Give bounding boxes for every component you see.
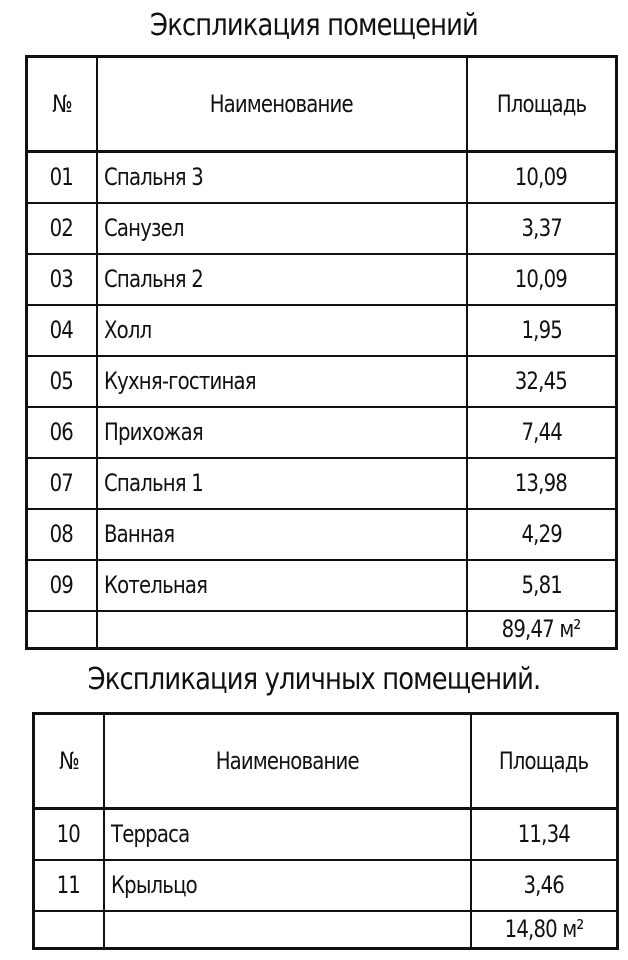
total-empty-num (34, 911, 104, 949)
header-area: Площадь (467, 57, 617, 152)
row-num: 09 (27, 560, 97, 611)
row-area: 10,09 (467, 254, 617, 305)
row-name: Холл (97, 305, 467, 356)
row-num: 02 (27, 203, 97, 254)
row-num: 03 (27, 254, 97, 305)
row-area: 3,46 (471, 860, 618, 911)
table-row (27, 254, 617, 305)
row-area: 1,95 (467, 305, 617, 356)
total-area: 14,80 м² (471, 911, 618, 949)
row-name: Терраса (104, 809, 471, 860)
row-area: 7,44 (467, 407, 617, 458)
table-row (27, 458, 617, 509)
row-area: 3,37 (467, 203, 617, 254)
table-row (27, 560, 617, 611)
row-area: 13,98 (467, 458, 617, 509)
table-row (27, 203, 617, 254)
row-num: 07 (27, 458, 97, 509)
outdoor-table-title: Экспликация уличных помещений. (87, 662, 541, 697)
total-row (34, 911, 618, 949)
row-name: Санузел (97, 203, 467, 254)
header-name: Наименование (97, 57, 467, 152)
table-row (27, 356, 617, 407)
table-row (34, 860, 618, 911)
header-num: № (27, 57, 97, 152)
table-row (27, 407, 617, 458)
row-num: 05 (27, 356, 97, 407)
row-name: Спальня 1 (97, 458, 467, 509)
row-name: Спальня 2 (97, 254, 467, 305)
row-num: 04 (27, 305, 97, 356)
rooms-table-title: Экспликация помещений (150, 8, 478, 43)
total-empty-name (97, 611, 467, 649)
outdoor-rooms-table (32, 712, 619, 950)
row-num: 06 (27, 407, 97, 458)
row-num: 01 (27, 152, 97, 203)
row-name: Котельная (97, 560, 467, 611)
table-header-row (27, 57, 617, 152)
row-name: Крыльцо (104, 860, 471, 911)
row-name: Прихожая (97, 407, 467, 458)
row-num: 10 (34, 809, 104, 860)
header-area: Площадь (471, 714, 618, 809)
header-num: № (34, 714, 104, 809)
table-row (27, 305, 617, 356)
total-row (27, 611, 617, 649)
total-empty-name (104, 911, 471, 949)
table-header-row (34, 714, 618, 809)
row-num: 08 (27, 509, 97, 560)
table-row (34, 809, 618, 860)
row-area: 11,34 (471, 809, 618, 860)
row-name: Кухня-гостиная (97, 356, 467, 407)
row-area: 10,09 (467, 152, 617, 203)
row-num: 11 (34, 860, 104, 911)
rooms-table (25, 55, 618, 650)
header-name: Наименование (104, 714, 471, 809)
table-row (27, 509, 617, 560)
total-empty-num (27, 611, 97, 649)
total-area: 89,47 м² (467, 611, 617, 649)
table-row (27, 152, 617, 203)
row-area: 4,29 (467, 509, 617, 560)
row-area: 32,45 (467, 356, 617, 407)
row-area: 5,81 (467, 560, 617, 611)
row-name: Спальня 3 (97, 152, 467, 203)
row-name: Ванная (97, 509, 467, 560)
